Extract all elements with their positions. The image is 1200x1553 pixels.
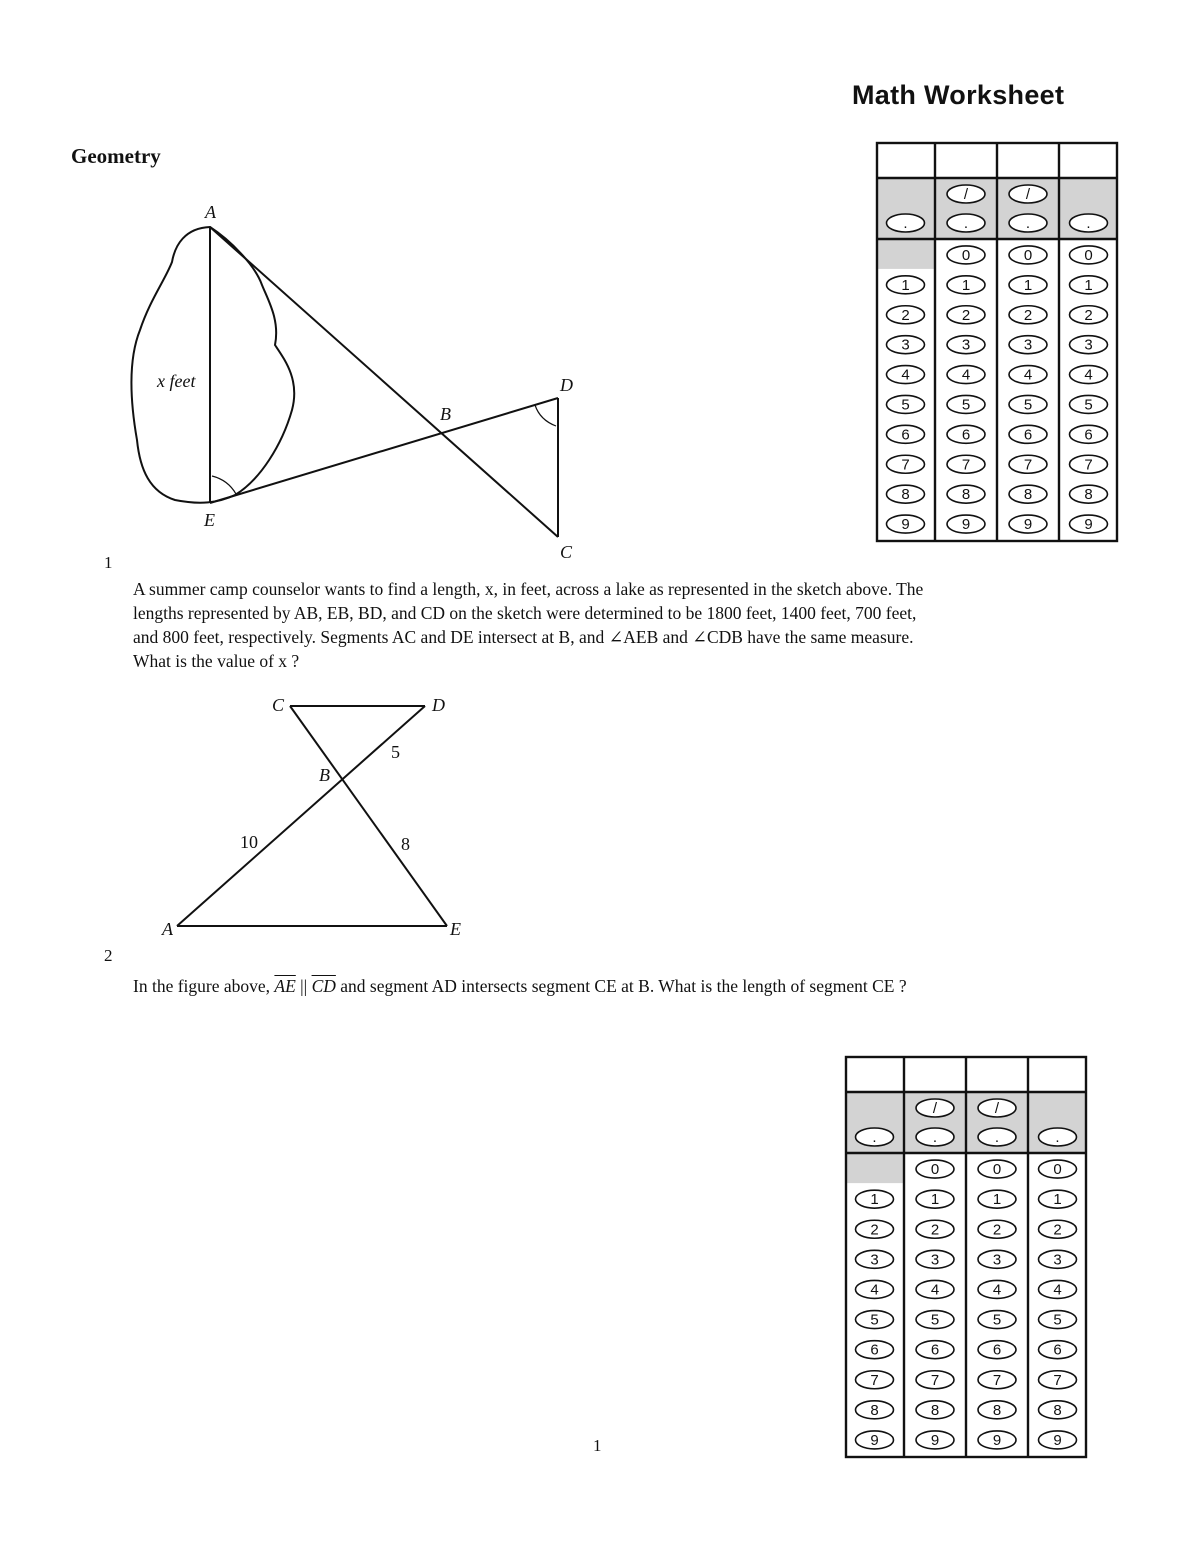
- question-1-line: What is the value of x ?: [133, 651, 300, 671]
- bubble-label: .: [903, 215, 908, 232]
- bubble-label: .: [932, 1129, 938, 1146]
- digit-bubble[interactable]: [978, 1371, 1016, 1389]
- segment-ad: [177, 706, 425, 926]
- digit-bubble[interactable]: [887, 336, 925, 354]
- digit-bubble[interactable]: [856, 1311, 894, 1329]
- decimal-bubble[interactable]: [947, 214, 985, 232]
- digit-bubble[interactable]: [1009, 515, 1047, 533]
- digit-bubble[interactable]: [887, 395, 925, 413]
- digit-bubble[interactable]: [1070, 395, 1108, 413]
- digit-bubble[interactable]: [1039, 1220, 1077, 1238]
- decimal-bubble[interactable]: [856, 1128, 894, 1146]
- bubble-label: 6: [930, 1341, 940, 1359]
- digit-bubble[interactable]: [947, 515, 985, 533]
- answer-grid-2[interactable]: [845, 1056, 1087, 1458]
- bubble-label: 2: [1023, 306, 1033, 324]
- digit-bubble[interactable]: [887, 425, 925, 443]
- digit-bubble[interactable]: [856, 1431, 894, 1449]
- slash-bubble[interactable]: [978, 1099, 1016, 1117]
- bubble-label: 1: [992, 1191, 1002, 1209]
- bubble-label: 7: [992, 1371, 1002, 1389]
- bubble-label: 1: [1023, 276, 1033, 294]
- worksheet-title: Math Worksheet: [852, 80, 1065, 110]
- bubble-label: 4: [1023, 366, 1033, 384]
- parallel-symbol: ||: [295, 976, 312, 996]
- label-d: D: [560, 375, 573, 395]
- bubble-label: 7: [870, 1371, 879, 1389]
- bubble-label: 7: [1084, 456, 1093, 474]
- digit-bubble[interactable]: [1070, 306, 1108, 324]
- digit-bubble[interactable]: [1039, 1401, 1077, 1419]
- digit-bubble[interactable]: [1070, 485, 1108, 503]
- bubble-label: 6: [1053, 1341, 1062, 1359]
- angle-mark-d: [535, 405, 556, 426]
- digit-bubble[interactable]: [1009, 366, 1047, 384]
- decimal-bubble[interactable]: [887, 214, 925, 232]
- label-b: B: [319, 765, 330, 785]
- digit-bubble[interactable]: [856, 1371, 894, 1389]
- digit-bubble[interactable]: [856, 1220, 894, 1238]
- bubble-label: 2: [992, 1221, 1002, 1239]
- digit-bubble[interactable]: [1009, 276, 1047, 294]
- bubble-label: 1: [870, 1191, 879, 1209]
- bubble-label: 3: [992, 1251, 1002, 1269]
- digit-bubble[interactable]: [978, 1190, 1016, 1208]
- digit-bubble[interactable]: [1070, 246, 1108, 264]
- digit-bubble[interactable]: [1039, 1280, 1077, 1298]
- bubble-label: 9: [1084, 516, 1093, 534]
- digit-bubble[interactable]: [887, 306, 925, 324]
- bubble-label: 2: [901, 306, 910, 324]
- digit-bubble[interactable]: [887, 485, 925, 503]
- answer-grid-1[interactable]: [876, 142, 1118, 542]
- label-e: E: [450, 919, 461, 939]
- bubble-label: 9: [930, 1431, 940, 1449]
- figure-bowtie-triangles: [0, 0, 500, 945]
- question-1-line: A summer camp counselor wants to find a length, x, in feet, across a lake as represented in the sketch above. The: [133, 579, 924, 599]
- bubble-label: .: [1086, 215, 1091, 232]
- digit-bubble[interactable]: [887, 515, 925, 533]
- bubble-label: 9: [961, 516, 971, 534]
- label-a: A: [205, 202, 216, 222]
- bubble-label: 3: [1023, 336, 1033, 354]
- digit-bubble[interactable]: [1039, 1250, 1077, 1268]
- digit-bubble[interactable]: [947, 246, 985, 264]
- bubble-label: .: [872, 1129, 877, 1146]
- digit-bubble[interactable]: [916, 1341, 954, 1359]
- bubble-label: 3: [901, 336, 910, 354]
- digit-bubble[interactable]: [978, 1280, 1016, 1298]
- digit-bubble[interactable]: [1009, 455, 1047, 473]
- bubble-label: 5: [1023, 396, 1033, 414]
- label-d: D: [432, 695, 445, 715]
- bubble-label: 3: [1053, 1251, 1062, 1269]
- bubble-label: 5: [930, 1311, 940, 1329]
- bubble-label: 9: [901, 516, 910, 534]
- bubble-label: 8: [1084, 486, 1093, 504]
- digit-bubble[interactable]: [947, 425, 985, 443]
- bubble-label: 8: [992, 1401, 1002, 1419]
- decimal-bubble[interactable]: [1070, 214, 1108, 232]
- segment-cd-notation: $\overline{CD}$: [311, 976, 336, 996]
- segment-ae-notation: $\overline{AE}$: [274, 976, 296, 996]
- label-c: C: [272, 695, 285, 715]
- digit-bubble[interactable]: [1039, 1371, 1077, 1389]
- bubble-label: 5: [992, 1311, 1002, 1329]
- digit-bubble[interactable]: [1070, 336, 1108, 354]
- digit-bubble[interactable]: [1039, 1341, 1077, 1359]
- bubble-label: 2: [870, 1221, 879, 1239]
- bubble-label: /: [932, 1100, 938, 1117]
- decimal-bubble[interactable]: [978, 1128, 1016, 1146]
- slash-bubble[interactable]: [947, 185, 985, 203]
- bubble-label: 4: [992, 1281, 1002, 1299]
- digit-bubble[interactable]: [1039, 1311, 1077, 1329]
- decimal-bubble[interactable]: [916, 1128, 954, 1146]
- digit-bubble[interactable]: [1009, 336, 1047, 354]
- bubble-label: 4: [1053, 1281, 1062, 1299]
- digit-bubble[interactable]: [916, 1401, 954, 1419]
- bubble-label: 3: [870, 1251, 879, 1269]
- bubble-label: 4: [930, 1281, 940, 1299]
- digit-bubble[interactable]: [947, 306, 985, 324]
- bubble-label: 2: [961, 306, 971, 324]
- bubble-label: 9: [1023, 516, 1033, 534]
- digit-bubble[interactable]: [916, 1371, 954, 1389]
- bubble-label: /: [963, 186, 969, 203]
- decimal-bubble[interactable]: [1009, 214, 1047, 232]
- digit-bubble[interactable]: [856, 1341, 894, 1359]
- bubble-label: .: [1025, 215, 1031, 232]
- question-2-text-before: In the figure above,: [133, 976, 275, 996]
- digit-bubble[interactable]: [916, 1431, 954, 1449]
- digit-bubble[interactable]: [1009, 246, 1047, 264]
- bubble-label: 8: [1023, 486, 1033, 504]
- bubble-label: 8: [930, 1401, 940, 1419]
- bubble-label: 4: [961, 366, 971, 384]
- bubble-label: 9: [992, 1431, 1002, 1449]
- digit-bubble[interactable]: [916, 1280, 954, 1298]
- digit-bubble[interactable]: [947, 485, 985, 503]
- digit-bubble[interactable]: [1070, 276, 1108, 294]
- bubble-label: /: [994, 1100, 1000, 1117]
- bubble-label: 0: [992, 1161, 1002, 1179]
- digit-bubble[interactable]: [887, 366, 925, 384]
- bubble-label: 8: [901, 486, 910, 504]
- bubble-label: 6: [901, 426, 910, 444]
- bubble-label: 5: [961, 396, 971, 414]
- digit-bubble[interactable]: [1070, 366, 1108, 384]
- digit-bubble[interactable]: [856, 1280, 894, 1298]
- digit-bubble[interactable]: [1009, 425, 1047, 443]
- bubble-label: 5: [1084, 396, 1093, 414]
- digit-bubble[interactable]: [916, 1250, 954, 1268]
- question-1-number: 1: [104, 553, 113, 572]
- bubble-label: 8: [870, 1401, 879, 1419]
- bubble-label: 5: [1053, 1311, 1062, 1329]
- bubble-label: 7: [930, 1371, 940, 1389]
- digit-bubble[interactable]: [856, 1401, 894, 1419]
- digit-bubble[interactable]: [1039, 1190, 1077, 1208]
- bubble-label: .: [963, 215, 969, 232]
- digit-bubble[interactable]: [856, 1250, 894, 1268]
- label-b: B: [440, 404, 451, 424]
- digit-bubble[interactable]: [916, 1220, 954, 1238]
- bubble-label: 7: [1023, 456, 1033, 474]
- label-x-feet: x feet: [157, 371, 196, 391]
- bubble-label: 8: [1053, 1401, 1062, 1419]
- bubble-label: 4: [901, 366, 910, 384]
- digit-bubble[interactable]: [947, 366, 985, 384]
- bubble-label: 1: [1053, 1191, 1062, 1209]
- bubble-label: 9: [1053, 1431, 1062, 1449]
- slash-bubble[interactable]: [1009, 185, 1047, 203]
- bubble-label: 2: [1053, 1221, 1062, 1239]
- bubble-label: 0: [1053, 1161, 1062, 1179]
- bubble-label: 7: [1053, 1371, 1062, 1389]
- digit-bubble[interactable]: [916, 1311, 954, 1329]
- bubble-label: 3: [961, 336, 971, 354]
- bubble-label: 0: [1023, 246, 1033, 264]
- digit-bubble[interactable]: [978, 1311, 1016, 1329]
- digit-bubble[interactable]: [978, 1220, 1016, 1238]
- question-1-line: and 800 feet, respectively. Segments AC and DE intersect at B, and ∠AEB and ∠CDB have the same measure.: [133, 627, 914, 647]
- digit-bubble[interactable]: [947, 336, 985, 354]
- bubble-label: 1: [1084, 276, 1093, 294]
- section-heading: Geometry: [71, 144, 161, 168]
- bubble-label: 3: [930, 1251, 940, 1269]
- question-2-text: [133, 974, 1123, 998]
- length-ab: 10: [240, 832, 258, 852]
- bubble-label: 3: [1084, 336, 1093, 354]
- digit-bubble[interactable]: [1070, 455, 1108, 473]
- bubble-label: 6: [870, 1341, 879, 1359]
- segment-ce: [290, 706, 447, 926]
- length-be: 8: [401, 834, 410, 854]
- digit-bubble[interactable]: [1039, 1431, 1077, 1449]
- digit-bubble[interactable]: [978, 1401, 1016, 1419]
- question-2-text-after: and segment AD intersects segment CE at B. What is the length of segment CE ?: [335, 976, 907, 996]
- bubble-label: 7: [961, 456, 971, 474]
- bubble-label: 0: [930, 1161, 940, 1179]
- digit-bubble[interactable]: [947, 276, 985, 294]
- bubble-label: 5: [870, 1311, 879, 1329]
- slash-bubble[interactable]: [916, 1099, 954, 1117]
- digit-bubble[interactable]: [1009, 306, 1047, 324]
- bubble-label: 9: [870, 1431, 879, 1449]
- bubble-label: 2: [930, 1221, 940, 1239]
- bubble-label: 8: [961, 486, 971, 504]
- bubble-label: 4: [1084, 366, 1093, 384]
- bubble-label: .: [1055, 1129, 1060, 1146]
- bubble-label: 5: [901, 396, 910, 414]
- label-e: E: [204, 510, 215, 530]
- digit-bubble[interactable]: [978, 1250, 1016, 1268]
- bubble-label: 6: [1023, 426, 1033, 444]
- question-2-number: 2: [104, 946, 113, 965]
- bubble-label: 6: [1084, 426, 1093, 444]
- decimal-bubble[interactable]: [1039, 1128, 1077, 1146]
- digit-bubble[interactable]: [978, 1160, 1016, 1178]
- bubble-label: 1: [930, 1191, 940, 1209]
- bubble-label: 1: [961, 276, 971, 294]
- digit-bubble[interactable]: [887, 455, 925, 473]
- digit-bubble[interactable]: [887, 276, 925, 294]
- bubble-label: 6: [992, 1341, 1002, 1359]
- bubble-label: 2: [1084, 306, 1093, 324]
- bubble-label: 0: [1084, 246, 1093, 264]
- length-bd: 5: [391, 742, 400, 762]
- digit-bubble[interactable]: [1070, 515, 1108, 533]
- digit-bubble[interactable]: [947, 455, 985, 473]
- bubble-label: 7: [901, 456, 910, 474]
- bubble-label: 6: [961, 426, 971, 444]
- bubble-label: 0: [961, 246, 971, 264]
- digit-bubble[interactable]: [1009, 395, 1047, 413]
- bubble-label: 1: [901, 276, 910, 294]
- bubble-label: .: [994, 1129, 1000, 1146]
- digit-bubble[interactable]: [916, 1190, 954, 1208]
- digit-bubble[interactable]: [856, 1190, 894, 1208]
- bubble-label: 4: [870, 1281, 879, 1299]
- question-1-line: lengths represented by AB, EB, BD, and CD on the sketch were determined to be 1800 feet, 1400 feet, 700 feet,: [133, 603, 917, 623]
- digit-bubble[interactable]: [916, 1160, 954, 1178]
- digit-bubble[interactable]: [1009, 485, 1047, 503]
- digit-bubble[interactable]: [978, 1431, 1016, 1449]
- digit-bubble[interactable]: [978, 1341, 1016, 1359]
- bubble-label: /: [1025, 186, 1031, 203]
- label-c: C: [560, 542, 573, 562]
- digit-bubble[interactable]: [1039, 1160, 1077, 1178]
- label-a: A: [162, 919, 173, 939]
- digit-bubble[interactable]: [947, 395, 985, 413]
- page-number: 1: [593, 1436, 602, 1455]
- digit-bubble[interactable]: [1070, 425, 1108, 443]
